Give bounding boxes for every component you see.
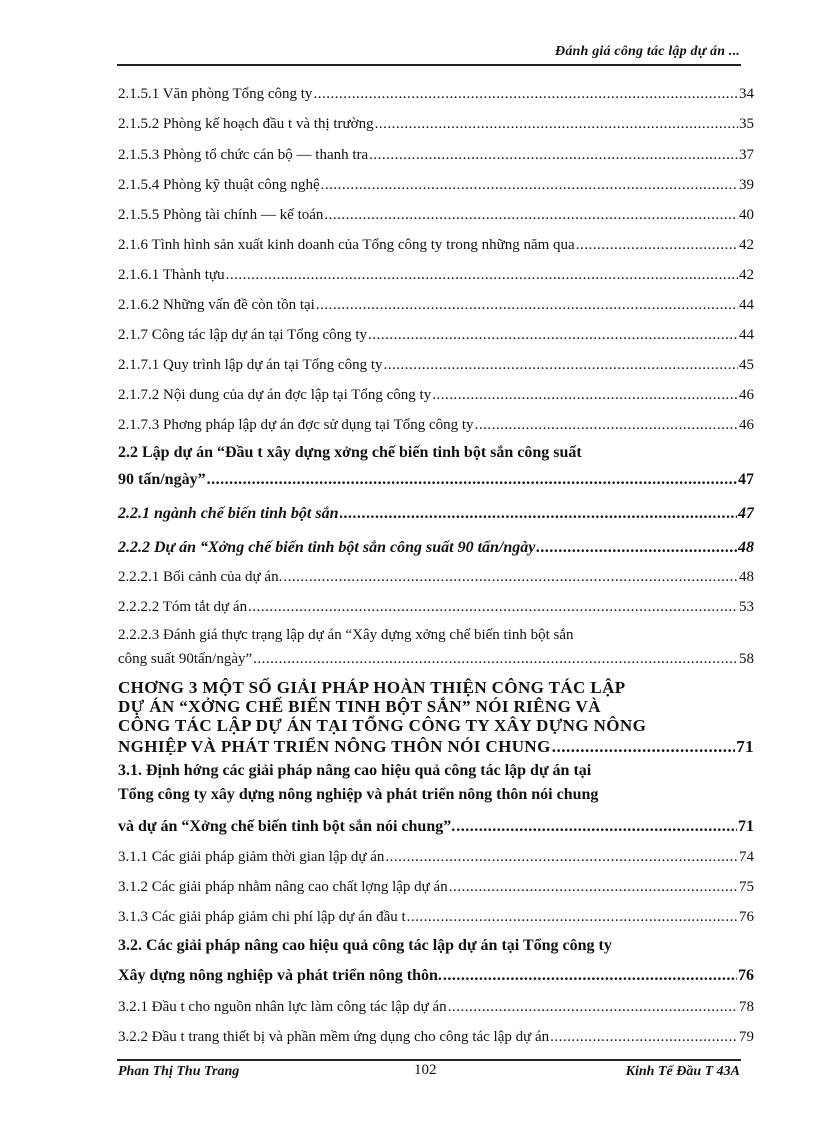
toc-entry-title: 2.1.5.5 Phòng tài chính — kế toán xyxy=(118,207,324,223)
toc-entry-page: 47 xyxy=(738,505,754,522)
toc-leader xyxy=(536,539,737,556)
toc-entry-title: 2.1.5.2 Phòng kế hoạch đầu t và thị trường xyxy=(118,116,374,132)
toc-entry xyxy=(118,522,754,556)
toc-entry-title: Xây dựng nông nghiệp và phát triển nông thôn. xyxy=(118,967,442,984)
toc-entry-page: 46 xyxy=(739,387,754,403)
toc-leader xyxy=(283,569,738,586)
table-of-contents xyxy=(118,74,754,1046)
toc-entry-title: 2.2.2.1 Bối cảnh của dự án. xyxy=(118,569,283,585)
toc-entry-title-line: CHƠNG 3 MỘT SỐ GIẢI PHÁP HOÀN THIỆN CÔNG TÁC LẬP xyxy=(118,678,626,697)
toc-entry-title: 3.2.1 Đầu t cho nguồn nhân lực làm công tác lập dự án xyxy=(118,999,447,1015)
toc-entry xyxy=(118,586,754,616)
toc-entry-page: 76 xyxy=(739,909,754,925)
toc-entry xyxy=(118,254,754,284)
toc-entry xyxy=(118,133,754,164)
toc-entry-page: 46 xyxy=(739,417,754,433)
toc-entry-title-line: Tổng công ty xây dựng nông nghiệp và phát triển nông thôn nói chung xyxy=(118,786,599,803)
toc-entry-title: 2.1.7.3 Phơng pháp lập dự án đợc sử dụng tại Tổng công ty xyxy=(118,417,474,433)
toc-entry-title: 3.1.3 Các giải pháp giảm chi phí lập dự án đầu t xyxy=(118,909,406,925)
toc-section-3-1 xyxy=(118,759,754,835)
toc-leader xyxy=(226,267,738,284)
toc-entry-page: 76 xyxy=(738,967,754,984)
toc-leader xyxy=(432,387,738,404)
toc-entry-page: 79 xyxy=(739,1029,754,1045)
toc-leader xyxy=(253,651,738,668)
toc-leader xyxy=(576,237,738,254)
toc-leader xyxy=(368,327,738,344)
toc-entry-title-line: DỰ ÁN “XỞNG CHẾ BIẾN TINH BỘT SẮN” NÓI RIÊNG VÀ xyxy=(118,697,601,716)
toc-entry-page: 44 xyxy=(739,297,754,313)
toc-entry-title: 2.1.7.2 Nội dung của dự án đợc lập tại Tổng công ty xyxy=(118,387,432,403)
toc-entry-title: NGHIỆP VÀ PHÁT TRIỂN NÔNG THÔN NÓI CHUNG xyxy=(118,737,551,755)
toc-entry-page: 53 xyxy=(739,599,754,615)
toc-entry-title-line: 2.2.2.3 Đánh giá thực trạng lập dự án “Xây dựng xởng chế biến tinh bột sắn xyxy=(118,627,574,643)
toc-entry-title: 2.1.7 Công tác lập dự án tại Tổng công ty xyxy=(118,327,368,343)
toc-entry xyxy=(118,164,754,194)
toc-entry-page: 47 xyxy=(738,471,754,488)
toc-entry xyxy=(118,404,754,434)
toc-entry-title: 2.1.5.1 Văn phòng Tổng công ty xyxy=(118,86,313,102)
toc-entry-title: và dự án “Xởng chế biến tinh bột sắn nói chung”. xyxy=(118,818,456,835)
toc-entry-title: 2.1.6.2 Những vấn đề còn tồn tại xyxy=(118,297,315,313)
toc-entry xyxy=(118,103,754,133)
toc-entry xyxy=(118,314,754,344)
toc-section-2-2 xyxy=(118,442,754,488)
toc-leader xyxy=(550,1029,738,1046)
toc-leader xyxy=(321,177,738,194)
footer-author: Phan Thị Thu Trang xyxy=(118,1064,240,1079)
toc-leader xyxy=(248,599,738,616)
toc-leader xyxy=(384,357,739,374)
toc-entry-page: 48 xyxy=(738,539,754,556)
toc-entry-title-line: 3.1. Định hớng các giải pháp nâng cao hiệu quả công tác lập dự án tại xyxy=(118,762,592,779)
toc-leader xyxy=(407,909,738,926)
toc-entry xyxy=(118,488,754,522)
toc-entry xyxy=(118,194,754,224)
toc-entry xyxy=(118,224,754,254)
toc-entry-title: 3.2.2 Đầu t trang thiết bị và phần mềm ứng dụng cho công tác lập dự án xyxy=(118,1029,550,1045)
toc-entry xyxy=(118,735,754,755)
toc-entry-page: 34 xyxy=(739,86,754,102)
toc-entry xyxy=(118,74,754,103)
toc-leader xyxy=(449,879,738,896)
running-header-title: Đánh giá công tác lập dự án ... xyxy=(555,44,740,59)
toc-section-3-2 xyxy=(118,934,754,984)
toc-leader xyxy=(316,297,738,314)
header-divider xyxy=(117,64,741,66)
toc-leader xyxy=(475,417,738,434)
toc-entry-page: 44 xyxy=(739,327,754,343)
footer-page-number: 102 xyxy=(414,1062,437,1078)
toc-leader xyxy=(443,967,737,984)
toc-entry xyxy=(118,374,754,404)
toc-leader xyxy=(324,207,738,224)
toc-entry-title: 2.1.6.1 Thành tựu xyxy=(118,267,225,283)
toc-leader xyxy=(448,999,738,1016)
toc-entry-page: 42 xyxy=(739,237,754,253)
toc-entry xyxy=(118,464,754,488)
toc-entry-title: công suất 90tấn/ngày” xyxy=(118,651,253,667)
toc-entry-title: 90 tấn/ngày” xyxy=(118,471,206,488)
toc-chapter-3 xyxy=(118,678,754,755)
toc-entry-title-line: 2.2 Lập dự án “Đầu t xây dựng xởng chế biến tinh bột sắn công suất xyxy=(118,444,582,461)
toc-entry-title: 2.2.1 ngành chế biến tinh bột sắn xyxy=(118,505,339,522)
toc-entry-title: 3.1.2 Các giải pháp nhằm nâng cao chất lợng lập dự án xyxy=(118,879,448,895)
toc-entry xyxy=(118,896,754,926)
toc-leader xyxy=(456,818,737,835)
footer-class-label: Kinh Tế Đầu T 43A xyxy=(625,1064,740,1079)
toc-entry-page: 71 xyxy=(738,818,754,835)
toc-entry-title-line: CÔNG TÁC LẬP DỰ ÁN TẠI TỔNG CÔNG TY XÂY DỰNG NÔNG xyxy=(118,716,647,735)
toc-entry-title: 2.2.2 Dự án “Xởng chế biến tinh bột sắn công suất 90 tấn/ngày xyxy=(118,539,536,556)
toc-leader xyxy=(207,471,737,488)
toc-entry-page: 45 xyxy=(739,357,754,373)
toc-leader xyxy=(552,738,735,755)
toc-entry xyxy=(118,556,754,586)
toc-entry xyxy=(118,835,754,866)
toc-entry-page: 48 xyxy=(739,569,754,585)
toc-entry xyxy=(118,807,754,835)
toc-leader xyxy=(385,849,738,866)
toc-leader xyxy=(369,147,738,164)
toc-entry xyxy=(118,866,754,896)
toc-entry xyxy=(118,646,754,668)
toc-entry-page: 78 xyxy=(739,999,754,1015)
toc-entry xyxy=(118,958,754,984)
toc-entry-page: 35 xyxy=(739,116,754,132)
toc-entry xyxy=(118,284,754,314)
toc-entry-2-2-2-3 xyxy=(118,624,754,668)
toc-entry-page: 71 xyxy=(736,737,754,755)
toc-entry-title: 2.1.5.4 Phòng kỹ thuật công nghệ xyxy=(118,177,320,193)
toc-leader xyxy=(340,505,738,522)
toc-leader xyxy=(375,116,738,133)
toc-entry-title: 2.1.7.1 Quy trình lập dự án tại Tổng công ty xyxy=(118,357,383,373)
toc-entry xyxy=(118,984,754,1016)
toc-entry-title: 2.1.5.3 Phòng tổ chức cán bộ — thanh tra xyxy=(118,147,369,163)
toc-entry-page: 39 xyxy=(739,177,754,193)
toc-entry-page: 40 xyxy=(739,207,754,223)
toc-entry-page: 74 xyxy=(739,849,754,865)
toc-entry-title-line: 3.2. Các giải pháp nâng cao hiệu quả công tác lập dự án tại Tổng công ty xyxy=(118,937,612,954)
toc-entry-page: 75 xyxy=(739,879,754,895)
toc-entry xyxy=(118,1016,754,1046)
toc-entry-page: 42 xyxy=(739,267,754,283)
footer-divider xyxy=(117,1059,741,1061)
toc-entry xyxy=(118,344,754,374)
toc-leader xyxy=(313,86,738,103)
toc-entry-title: 2.1.6 Tình hình sản xuất kinh doanh của Tổng công ty trong những năm qua xyxy=(118,237,575,253)
toc-entry-page: 58 xyxy=(739,651,754,667)
toc-entry-title: 3.1.1 Các giải pháp giảm thời gian lập dự án xyxy=(118,849,385,865)
toc-entry-title: 2.2.2.2 Tóm tắt dự án xyxy=(118,599,248,615)
toc-entry-page: 37 xyxy=(739,147,754,163)
